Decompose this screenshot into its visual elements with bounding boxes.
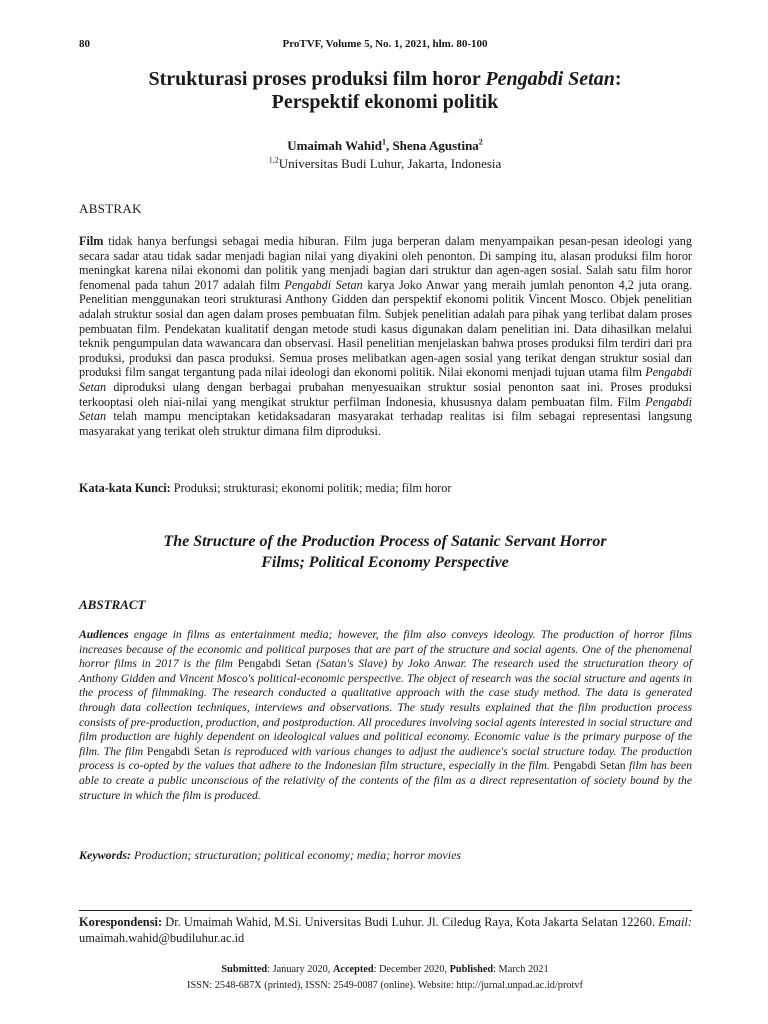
- published-label: Published: [449, 964, 494, 975]
- abstrak-film-name-2: Pengabdi Setan: [79, 365, 692, 394]
- title-prefix: Strukturasi proses produksi film horor: [148, 68, 486, 90]
- abstract-body: [79, 628, 692, 803]
- abstrak-text-3: diproduksi ulang dengan berbagai prubahan menyesuaikan struktur sosial penonton saat ini. Proses produksi terkooptasi oleh niai-nilai yang mengikat struktur perfilman Indonesia, khususnya dalam pembuatan film. Film: [79, 379, 692, 409]
- keywords-list: Production; structuration; political economy; media; horror movies: [131, 848, 462, 862]
- abstrak-text-4: telah mampu menciptakan ketidaksadaran masyarakat terhadap realitas isi film sebagai representasi langsung masyarakat yang terikat oleh struktur dimana film diproduksi.: [79, 409, 692, 438]
- abstract-text-4: film has been able to create a public unconscious of the relativity of the contents of the film as a direct representation of society bound by the structure in which the film is produced.: [79, 759, 692, 802]
- affiliation: [80, 156, 690, 172]
- article-title-line-2: Perspektif ekonomi politik: [271, 91, 499, 113]
- keywords: [79, 848, 692, 863]
- email-label: Email:: [658, 915, 692, 929]
- abstrak-film-name-3: Pengabdi Setan: [79, 394, 692, 424]
- author-1-affiliation-mark: 1: [381, 137, 386, 147]
- author-2-affiliation-mark: 2: [478, 137, 483, 147]
- abstract-lead-word: Audiences: [79, 628, 129, 641]
- submission-dates: [80, 964, 690, 975]
- email-address: umaimah.wahid@budiluhur.ac.id: [79, 930, 245, 945]
- abstrak-heading: ABSTRAK: [79, 201, 142, 216]
- accepted-label: Accepted: [332, 964, 374, 975]
- abstract-text-3: is reproduced with various changes to adjust the audience's social structure today. The production process is co-opted by the values that adhere to the Indonesian film structure, especially in the film.: [79, 744, 692, 773]
- abstract-text-1: engage in films as entertainment media; however, the film also conveys ideology. The production of horror films increases because of the economic and political purposes that are part of the structure and social agents. One of the phenomenal horror films in 2017 is the film: [79, 628, 692, 671]
- kata-kunci-label: Kata-kata Kunci:: [79, 481, 171, 495]
- correspondence-text: Dr. Umaimah Wahid, M.Si. Universitas Budi Luhur. Jl. Ciledug Raya, Kota Jakarta Selatan 12260.: [162, 915, 659, 929]
- submitted-date: : January 2020,: [267, 964, 333, 975]
- author-1: Umaimah Wahid: [287, 138, 382, 153]
- article-title-line-1: [80, 68, 690, 91]
- correspondence-label: Korespondensi:: [79, 915, 163, 929]
- author-separator: ,: [385, 138, 393, 153]
- abstrak-lead-word: Film: [79, 234, 104, 248]
- english-title-line-2: Films; Political Economy Perspective: [261, 554, 509, 571]
- abstract-heading: ABSTRACT: [79, 597, 146, 612]
- issn-website-line: ISSN: 2548-687X (printed), ISSN: 2549-0087 (online). Website: http://jurnal.unpad.ac.id/protvf: [187, 980, 583, 991]
- abstract-film-name-2: Pengabdi Setan: [146, 744, 220, 758]
- article-title: [80, 68, 690, 114]
- accepted-date: : December 2020,: [373, 964, 450, 975]
- title-suffix: :: [614, 68, 622, 90]
- abstract-film-name-1: Pengabdi Setan: [237, 657, 312, 671]
- abstract-text-2: (Satan's Slave) by Joko Anwar. The research used the structuration theory of Anthony Gidden and Vincent Mosco's political-economic perspective. The object of research was the social structure and agents in the process of filmmaking. The research conducted a qualitative approach with the case study method. The data is generated through data collection techniques, interviews and observations. The study results explained that the film production process consists of pre-production, production, and postproduction. All procedures involving social agents interested in social structure and film production are highly dependent on ideological values and political economy. Economic value is the primary purpose of the film. The film: [79, 657, 692, 758]
- author-list: [80, 138, 690, 154]
- kata-kunci-list: Produksi; strukturasi; ekonomi politik; media; film horor: [170, 481, 452, 495]
- submitted-label: Submitted: [221, 964, 268, 975]
- correspondence: [79, 915, 692, 946]
- kata-kunci: [79, 481, 692, 496]
- page-number: 80: [79, 38, 90, 50]
- title-film-name: Pengabdi Setan: [485, 68, 615, 90]
- abstrak-film-name-1: Pengabdi Setan: [284, 277, 363, 292]
- abstrak-body: [79, 234, 692, 438]
- running-header: ProTVF, Volume 5, No. 1, 2021, hlm. 80-100: [282, 38, 488, 50]
- abstrak-text-2: karya Joko Anwar yang meraih jumlah penonton 4,2 juta orang. Penelitian menggunakan teori strukturasi Anthony Gidden dan perspektif ekonomi politik Vincent Mosco. Objek penelitian adalah struktur sosial dan agen dalam proses pembuatan film. Subjek penelitian adalah para pihak yang terlibat dalam proses pembuatan film. Pendekatan kualitatif dengan metode studi kasus digunakan dalam penelitian ini. Data dihasilkan melalui teknik pengumpulan data wawancara dan observasi. Hasil penelitian menjelaskan bahwa proses produksi film terdiri dari pra produksi, produksi dan pasca produksi. Semua proses melibatkan agen-agen sosial yang terikat dengan struktur sosial dan produksi film sangat tergantung pada nilai ideologi dan ekonomi politik. Nilai ekonomi menjadi tujuan utama film: [79, 277, 692, 380]
- affiliation-text: Universitas Budi Luhur, Jakarta, Indonesia: [278, 156, 502, 171]
- abstract-film-name-3: Pengabdi Setan: [553, 759, 626, 773]
- affiliation-mark: 1,2: [268, 155, 279, 165]
- author-2: Shena Agustina: [392, 138, 479, 153]
- english-title-line-1: The Structure of the Production Process of Satanic Servant Horror: [163, 533, 607, 550]
- footer-divider: [79, 910, 692, 911]
- keywords-label: Keywords:: [79, 848, 131, 862]
- published-date: : March 2021: [493, 964, 549, 975]
- abstrak-text-1: tidak hanya berfungsi sebagai media hiburan. Film juga berperan dalam menyampaikan pesan-pesan ideologi yang secara sadar atau tidak sadar menjadi bagian nilai yang diyakini oleh penonton. Di samping itu, alasan produksi film horor meningkat karena nilai ekonomi dan politik yang menjadi bagian dari struktur dan agen-agen sosial. Salah satu film horor fenomenal pada tahun 2017 adalah film: [79, 234, 692, 292]
- english-title: [80, 531, 690, 573]
